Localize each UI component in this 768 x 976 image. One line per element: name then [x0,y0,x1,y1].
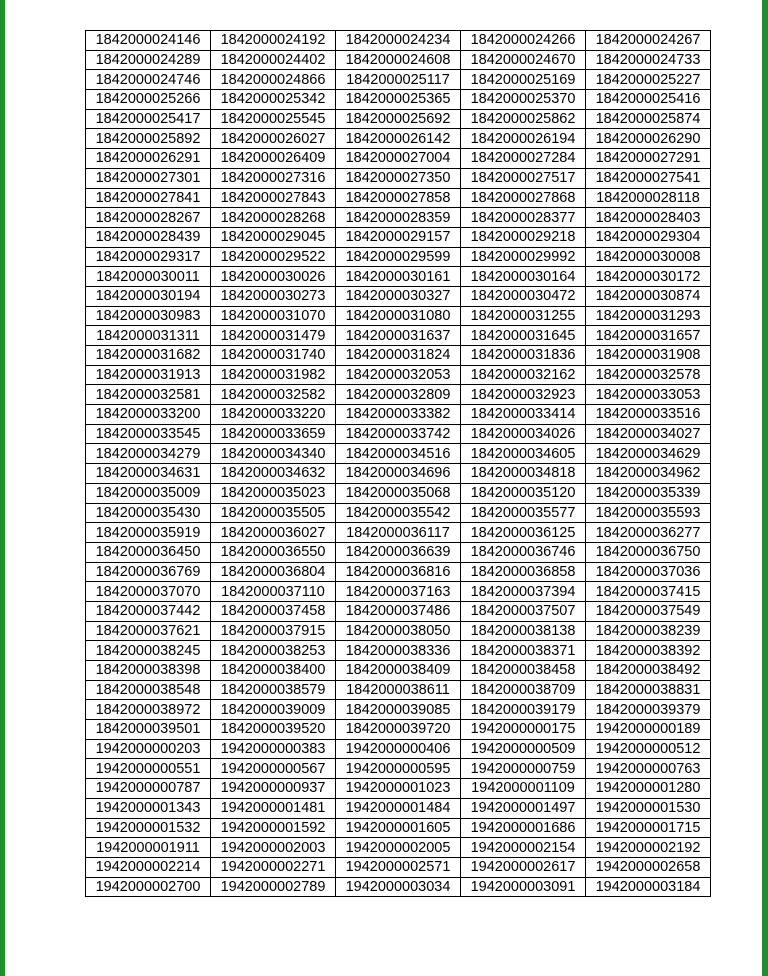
table-cell: 1842000034629 [586,444,711,464]
table-cell: 1842000024289 [86,50,211,70]
table-cell: 1842000032923 [461,385,586,405]
table-cell: 1842000024733 [586,50,711,70]
table-cell: 1842000029317 [86,247,211,267]
table-cell: 1842000036769 [86,562,211,582]
table-cell: 1842000027350 [336,168,461,188]
table-cell: 1842000031637 [336,326,461,346]
table-cell: 1842000035430 [86,503,211,523]
table-cell: 1842000027843 [211,188,336,208]
table-cell: 1942000000763 [586,759,711,779]
table-row [86,739,711,759]
table-cell: 1842000028359 [336,208,461,228]
table-cell: 1942000001715 [586,818,711,838]
table-cell: 1942000003091 [461,877,586,897]
table-cell: 1842000034605 [461,444,586,464]
table-cell: 1842000038138 [461,621,586,641]
table-cell: 1842000036125 [461,523,586,543]
table-cell: 1842000025892 [86,129,211,149]
table-cell: 1942000002192 [586,838,711,858]
table-cell: 1842000038611 [336,680,461,700]
table-cell: 1842000032053 [336,365,461,385]
table-cell: 1842000030273 [211,286,336,306]
table-cell: 1842000029599 [336,247,461,267]
table-cell: 1942000001686 [461,818,586,838]
table-cell: 1842000031824 [336,346,461,366]
table-cell: 1842000036746 [461,542,586,562]
table-cell: 1942000000203 [86,739,211,759]
table-row [86,542,711,562]
table-cell: 1942000001109 [461,779,586,799]
table-cell: 1842000038831 [586,680,711,700]
table-cell: 1842000037036 [586,562,711,582]
table-cell: 1942000001911 [86,838,211,858]
table-cell: 1842000038336 [336,641,461,661]
table-cell: 1942000000551 [86,759,211,779]
table-cell: 1842000037915 [211,621,336,641]
table-cell: 1842000038245 [86,641,211,661]
table-cell: 1842000024192 [211,31,336,51]
table-cell: 1942000001023 [336,779,461,799]
table-cell: 1842000031479 [211,326,336,346]
table-row [86,877,711,897]
table-cell: 1942000000189 [586,720,711,740]
table-cell: 1842000033545 [86,424,211,444]
table-row [86,247,711,267]
table-cell: 1842000038492 [586,661,711,681]
table-cell: 1842000036550 [211,542,336,562]
table-cell: 1842000038253 [211,641,336,661]
table-row [86,208,711,228]
table-cell: 1842000038239 [586,621,711,641]
table-row [86,818,711,838]
page-edge-left [0,0,5,976]
table-cell: 1842000030983 [86,306,211,326]
table-cell: 1842000033516 [586,405,711,425]
table-cell: 1842000025545 [211,109,336,129]
table-cell: 1842000037507 [461,601,586,621]
table-cell: 1842000027316 [211,168,336,188]
table-cell: 1942000002571 [336,857,461,877]
table-cell: 1942000002658 [586,857,711,877]
table-cell: 1842000038398 [86,661,211,681]
table-cell: 1842000035505 [211,503,336,523]
table-cell: 1842000024608 [336,50,461,70]
table-cell: 1842000031836 [461,346,586,366]
table-row [86,129,711,149]
table-cell: 1842000034279 [86,444,211,464]
table-row [86,267,711,287]
table-cell: 1842000025862 [461,109,586,129]
table-cell: 1842000030194 [86,286,211,306]
table-cell: 1842000027517 [461,168,586,188]
table-cell: 1842000027004 [336,149,461,169]
table-cell: 1842000026291 [86,149,211,169]
table-cell: 1942000002005 [336,838,461,858]
table-row [86,523,711,543]
table-cell: 1942000001592 [211,818,336,838]
table-cell: 1842000030008 [586,247,711,267]
table-row [86,779,711,799]
table-cell: 1842000031982 [211,365,336,385]
table-cell: 1842000036117 [336,523,461,543]
table-cell: 1842000033382 [336,405,461,425]
table-cell: 1942000001605 [336,818,461,838]
table-cell: 1842000039520 [211,720,336,740]
table-row [86,149,711,169]
table-cell: 1842000031070 [211,306,336,326]
table-cell: 1842000027301 [86,168,211,188]
table-row [86,286,711,306]
table-cell: 1942000002214 [86,857,211,877]
table-cell: 1842000031311 [86,326,211,346]
table-cell: 1942000000509 [461,739,586,759]
table-cell: 1842000038409 [336,661,461,681]
table-row [86,838,711,858]
table-cell: 1842000036450 [86,542,211,562]
table-row [86,582,711,602]
table-cell: 1842000035542 [336,503,461,523]
table-cell: 1842000028439 [86,227,211,247]
table-cell: 1842000036750 [586,542,711,562]
table-cell: 1842000026409 [211,149,336,169]
table-cell: 1842000039085 [336,700,461,720]
table-row [86,365,711,385]
table-cell: 1842000025416 [586,90,711,110]
table-cell: 1842000038972 [86,700,211,720]
table-cell: 1842000038548 [86,680,211,700]
table-cell: 1842000024266 [461,31,586,51]
table-cell: 1842000032578 [586,365,711,385]
table-cell: 1842000037110 [211,582,336,602]
table-cell: 1842000031080 [336,306,461,326]
table-cell: 1842000031682 [86,346,211,366]
table-cell: 1842000035593 [586,503,711,523]
table-row [86,346,711,366]
table-cell: 1842000030172 [586,267,711,287]
table-cell: 1842000035023 [211,483,336,503]
table-cell: 1842000036027 [211,523,336,543]
table-cell: 1942000001343 [86,798,211,818]
table-cell: 1942000000406 [336,739,461,759]
table-cell: 1842000028268 [211,208,336,228]
table-cell: 1842000024267 [586,31,711,51]
table-cell: 1842000033742 [336,424,461,444]
table-cell: 1842000030874 [586,286,711,306]
table-cell: 1842000037442 [86,601,211,621]
table-cell: 1842000025342 [211,90,336,110]
table-cell: 1842000037458 [211,601,336,621]
table-cell: 1842000034818 [461,464,586,484]
table-row [86,168,711,188]
table-row [86,798,711,818]
table-cell: 1842000029992 [461,247,586,267]
table-cell: 1842000027291 [586,149,711,169]
table-cell: 1842000025227 [586,70,711,90]
table-cell: 1842000035577 [461,503,586,523]
table-cell: 1842000029304 [586,227,711,247]
table-cell: 1942000001532 [86,818,211,838]
table-cell: 1842000030161 [336,267,461,287]
table-cell: 1942000003034 [336,877,461,897]
table-cell: 1842000026194 [461,129,586,149]
table-cell: 1842000025692 [336,109,461,129]
table-cell: 1942000002617 [461,857,586,877]
table-row [86,857,711,877]
table-cell: 1942000001280 [586,779,711,799]
table-cell: 1842000030011 [86,267,211,287]
table-cell: 1842000032162 [461,365,586,385]
table-cell: 1842000031255 [461,306,586,326]
table-cell: 1842000027841 [86,188,211,208]
table-cell: 1842000034027 [586,424,711,444]
table-cell: 1842000037163 [336,582,461,602]
table-cell: 1942000000175 [461,720,586,740]
table-cell: 1842000031657 [586,326,711,346]
table-cell: 1842000024234 [336,31,461,51]
table-cell: 1842000036277 [586,523,711,543]
table-cell: 1942000002700 [86,877,211,897]
table-cell: 1842000033220 [211,405,336,425]
table-cell: 1842000028267 [86,208,211,228]
table-row [86,444,711,464]
table-cell: 1842000039501 [86,720,211,740]
table-cell: 1842000024746 [86,70,211,90]
table-row [86,562,711,582]
table-cell: 1942000002003 [211,838,336,858]
table-cell: 1842000036804 [211,562,336,582]
table-cell: 1842000025266 [86,90,211,110]
table-cell: 1942000000759 [461,759,586,779]
table-cell: 1842000034962 [586,464,711,484]
table-row [86,759,711,779]
table-cell: 1842000035919 [86,523,211,543]
table-cell: 1842000030327 [336,286,461,306]
table-cell: 1942000000787 [86,779,211,799]
page-edge-right [762,0,768,976]
table-row [86,31,711,51]
table-cell: 1842000038371 [461,641,586,661]
table-cell: 1842000036639 [336,542,461,562]
table-cell: 1842000038392 [586,641,711,661]
table-cell: 1842000033659 [211,424,336,444]
table-cell: 1842000031913 [86,365,211,385]
table-cell: 1842000034340 [211,444,336,464]
table-cell: 1842000036858 [461,562,586,582]
table-cell: 1842000030026 [211,267,336,287]
table-cell: 1842000034696 [336,464,461,484]
table-cell: 1842000037549 [586,601,711,621]
table-cell: 1842000026290 [586,129,711,149]
table-cell: 1842000031645 [461,326,586,346]
table-cell: 1842000034632 [211,464,336,484]
table-row [86,227,711,247]
table-cell: 1842000025365 [336,90,461,110]
table-cell: 1842000029045 [211,227,336,247]
table-cell: 1842000037621 [86,621,211,641]
table-cell: 1842000031740 [211,346,336,366]
table-cell: 1842000025417 [86,109,211,129]
table-cell: 1842000025117 [336,70,461,90]
number-table-body [86,31,711,897]
table-cell: 1842000030472 [461,286,586,306]
table-row [86,50,711,70]
table-cell: 1842000025169 [461,70,586,90]
table-cell: 1842000036816 [336,562,461,582]
table-cell: 1842000026142 [336,129,461,149]
document-sheet [85,30,711,897]
table-cell: 1842000039009 [211,700,336,720]
table-cell: 1842000029157 [336,227,461,247]
table-row [86,188,711,208]
table-cell: 1842000034026 [461,424,586,444]
table-cell: 1842000027541 [586,168,711,188]
number-table [85,30,711,897]
table-row [86,326,711,346]
table-cell: 1842000035068 [336,483,461,503]
table-cell: 1842000024402 [211,50,336,70]
table-cell: 1842000024146 [86,31,211,51]
table-cell: 1842000032809 [336,385,461,405]
table-cell: 1842000029218 [461,227,586,247]
table-cell: 1942000000512 [586,739,711,759]
table-row [86,661,711,681]
table-cell: 1842000024670 [461,50,586,70]
table-cell: 1842000035339 [586,483,711,503]
table-row [86,405,711,425]
table-cell: 1842000024866 [211,70,336,90]
table-row [86,680,711,700]
table-cell: 1842000033414 [461,405,586,425]
table-cell: 1942000002154 [461,838,586,858]
table-cell: 1942000002271 [211,857,336,877]
table-cell: 1842000038579 [211,680,336,700]
table-cell: 1842000029522 [211,247,336,267]
table-row [86,621,711,641]
table-row [86,700,711,720]
table-cell: 1942000000383 [211,739,336,759]
table-cell: 1842000026027 [211,129,336,149]
table-cell: 1842000027284 [461,149,586,169]
table-cell: 1842000037394 [461,582,586,602]
table-cell: 1842000031293 [586,306,711,326]
table-row [86,109,711,129]
table-row [86,90,711,110]
table-cell: 1842000025370 [461,90,586,110]
table-cell: 1842000039179 [461,700,586,720]
table-cell: 1842000037486 [336,601,461,621]
table-cell: 1842000028377 [461,208,586,228]
table-cell: 1942000002789 [211,877,336,897]
table-cell: 1942000000937 [211,779,336,799]
table-cell: 1942000001497 [461,798,586,818]
table-cell: 1942000000567 [211,759,336,779]
table-cell: 1842000035120 [461,483,586,503]
table-cell: 1842000037415 [586,582,711,602]
table-row [86,503,711,523]
table-cell: 1842000032582 [211,385,336,405]
table-cell: 1842000034631 [86,464,211,484]
table-cell: 1842000038709 [461,680,586,700]
table-cell: 1842000032581 [86,385,211,405]
table-cell: 1842000038458 [461,661,586,681]
table-cell: 1842000037070 [86,582,211,602]
table-cell: 1942000003184 [586,877,711,897]
table-row [86,601,711,621]
table-cell: 1942000001530 [586,798,711,818]
table-cell: 1942000001484 [336,798,461,818]
table-row [86,70,711,90]
table-cell: 1842000034516 [336,444,461,464]
table-cell: 1842000035009 [86,483,211,503]
table-cell: 1842000030164 [461,267,586,287]
table-cell: 1842000039379 [586,700,711,720]
table-cell: 1842000039720 [336,720,461,740]
table-cell: 1842000033053 [586,385,711,405]
table-cell: 1942000001481 [211,798,336,818]
table-cell: 1842000028118 [586,188,711,208]
table-row [86,641,711,661]
table-cell: 1842000031908 [586,346,711,366]
table-cell: 1842000028403 [586,208,711,228]
table-cell: 1942000000595 [336,759,461,779]
table-row [86,720,711,740]
table-cell: 1842000027858 [336,188,461,208]
table-row [86,424,711,444]
table-cell: 1842000033200 [86,405,211,425]
table-cell: 1842000038050 [336,621,461,641]
table-row [86,464,711,484]
table-row [86,306,711,326]
table-cell: 1842000025874 [586,109,711,129]
table-row [86,385,711,405]
table-row [86,483,711,503]
table-cell: 1842000027868 [461,188,586,208]
table-cell: 1842000038400 [211,661,336,681]
